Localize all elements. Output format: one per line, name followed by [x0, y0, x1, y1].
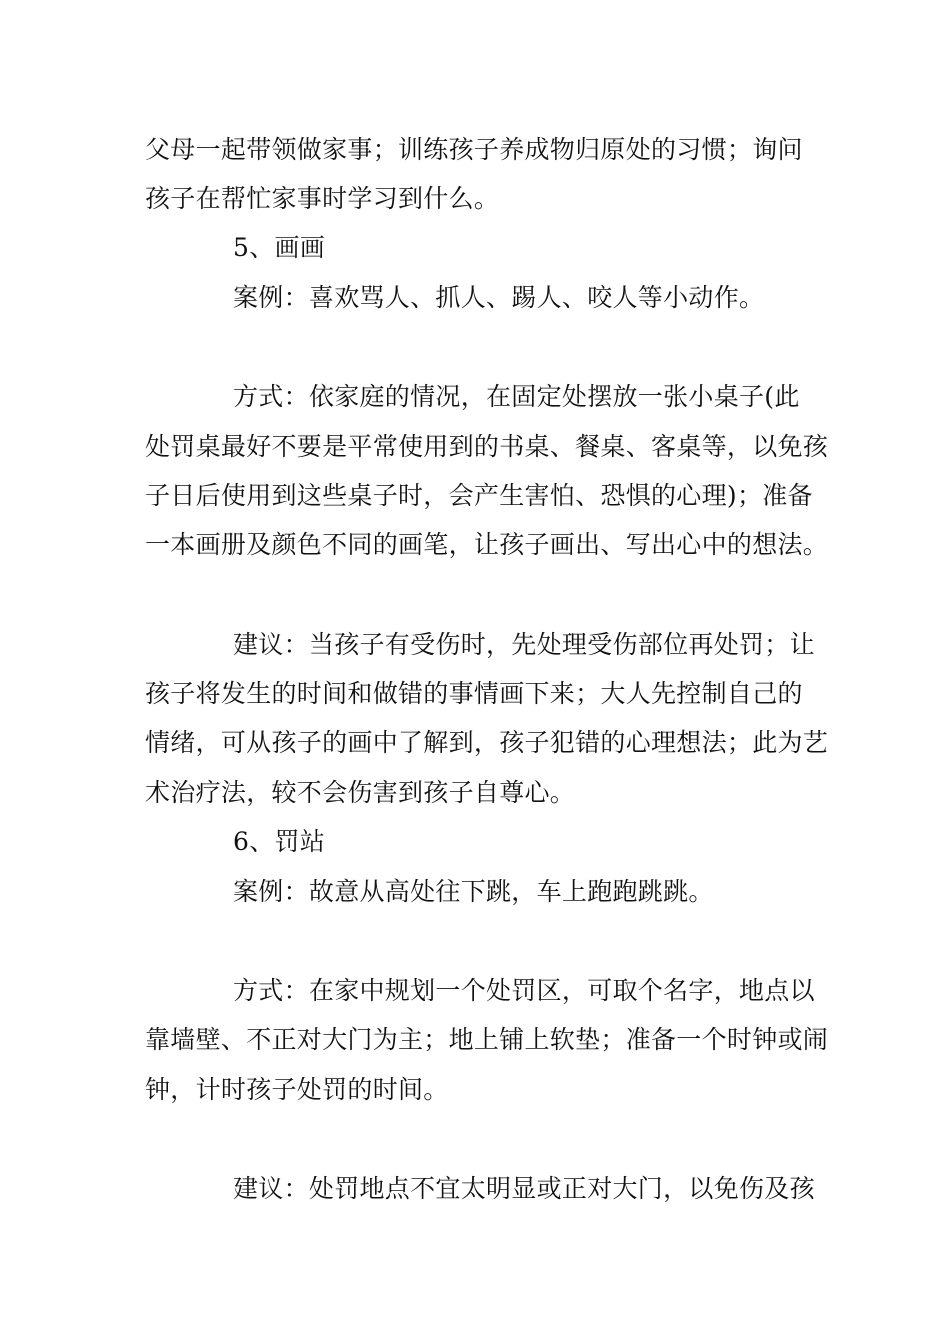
- method-line: 方式：依家庭的情况，在固定处摆放一张小桌子(此: [233, 382, 800, 411]
- method-line: 方式：在家中规划一个处罚区，可取个名字，地点以: [233, 976, 815, 1005]
- paragraph-line: 钟，计时孩子处罚的时间。: [145, 1075, 449, 1104]
- advice-line: 建议：处罚地点不宜太明显或正对大门，以免伤及孩: [233, 1174, 815, 1203]
- paragraph-line: 父母一起带领做家事；训练孩子养成物归原处的习惯；询问: [145, 135, 803, 164]
- advice-line: 建议：当孩子有受伤时，先处理受伤部位再处罚；让: [233, 630, 815, 659]
- paragraph-line: 一本画册及颜色不同的画笔，让孩子画出、写出心中的想法。: [145, 530, 829, 559]
- section-heading: 6、罚站: [233, 827, 326, 856]
- paragraph-line: 术治疗法，较不会伤害到孩子自尊心。: [145, 778, 576, 807]
- case-line: 案例：故意从高处往下跳，车上跑跑跳跳。: [233, 877, 714, 906]
- paragraph-line: 孩子将发生的时间和做错的事情画下来；大人先控制自己的: [145, 679, 803, 708]
- paragraph-line: 孩子在帮忙家事时学习到什么。: [145, 184, 500, 213]
- section-heading: 5、画画: [233, 233, 326, 262]
- case-line: 案例：喜欢骂人、抓人、踢人、咬人等小动作。: [233, 283, 765, 312]
- paragraph-line: 靠墙壁、不正对大门为主；地上铺上软垫；准备一个时钟或闹: [145, 1025, 829, 1054]
- paragraph-line: 情绪，可从孩子的画中了解到，孩子犯错的心理想法；此为艺: [145, 728, 829, 757]
- paragraph-line: 处罚桌最好不要是平常使用到的书桌、餐桌、客桌等，以免孩: [145, 432, 829, 461]
- paragraph-line: 子日后使用到这些桌子时，会产生害怕、恐惧的心理)；准备: [145, 481, 813, 510]
